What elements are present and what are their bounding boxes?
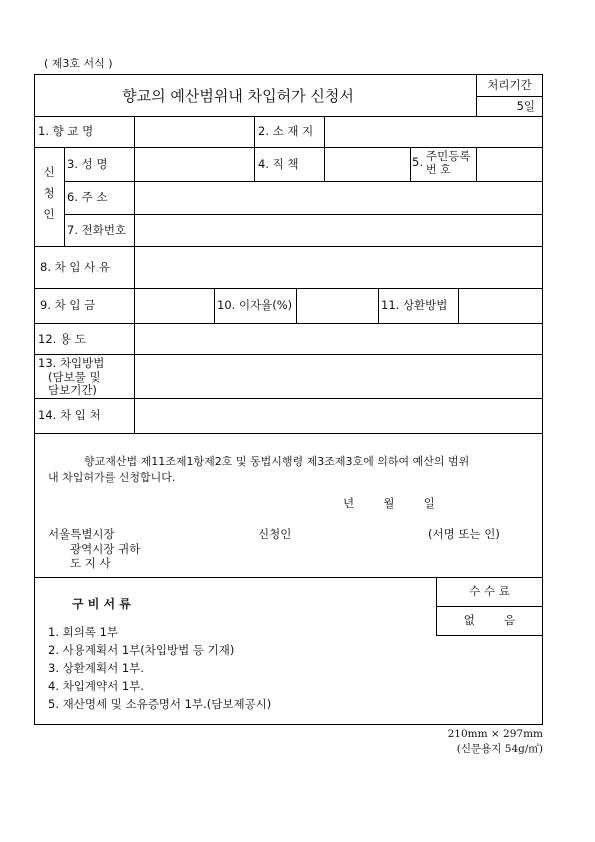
label-phone: 7. 전화번호 — [67, 223, 127, 237]
date-line: 년 월 일 — [343, 496, 435, 510]
paper-type: (신문용지 54g/㎡) — [456, 743, 543, 755]
recipient-province: 도 지 사 — [70, 556, 111, 570]
signature-label: (서명 또는 인) — [428, 527, 500, 541]
phone-field[interactable] — [136, 216, 541, 244]
label-location: 2. 소 재 지 — [258, 124, 314, 138]
label-loan-method-1: 13. 차입방법 — [38, 356, 105, 370]
label-resident-number-1: 주민등록 — [426, 149, 471, 163]
label-purpose: 12. 용 도 — [38, 332, 86, 346]
label-reason: 8. 차 입 사 유 — [40, 260, 111, 274]
location-field[interactable] — [326, 118, 541, 145]
loan-method-field[interactable] — [136, 356, 541, 396]
label-loan-method-3: 담보기간) — [48, 383, 97, 397]
fee-value: 없 음 — [463, 613, 516, 627]
paper-size: 210mm × 297mm — [447, 728, 543, 740]
label-resident-number-index: 5. — [412, 155, 423, 169]
label-position: 4. 직 책 — [258, 157, 299, 171]
processing-period-value: 5일 — [516, 99, 535, 113]
label-address: 6. 주 소 — [67, 190, 108, 204]
label-resident-number-2: 번 호 — [426, 163, 451, 176]
reason-field[interactable] — [136, 248, 541, 286]
declaration-line-2: 내 차입허가를 신청합니다. — [48, 471, 176, 484]
recipient-metro: 광역시장 귀하 — [70, 542, 141, 556]
position-field[interactable] — [326, 149, 408, 179]
document-item: 5. 재산명세 및 소유증명서 1부.(담보제공시) — [48, 697, 272, 711]
label-loan-amount: 9. 차 입 금 — [40, 298, 96, 312]
name-field[interactable] — [136, 149, 252, 179]
address-field[interactable] — [136, 183, 541, 212]
label-interest-rate: 10. 이자율(%) — [217, 298, 293, 312]
recipient-seoul: 서울특별시장 — [48, 527, 115, 541]
label-name: 3. 성 명 — [67, 157, 108, 171]
hyanggyo-name-field[interactable] — [136, 118, 252, 145]
label-repayment: 11. 상환방법 — [381, 298, 448, 312]
applicant-label: 신청인 — [258, 527, 292, 541]
label-applicant: 신 청 인 — [43, 165, 55, 221]
label-hyanggyo-name: 1. 향 교 명 — [38, 124, 94, 138]
lender-field[interactable] — [136, 400, 541, 431]
processing-period-label: 처리기간 — [487, 78, 532, 92]
required-documents-heading: 구 비 서 류 — [72, 597, 131, 611]
repayment-field[interactable] — [460, 290, 541, 321]
document-item: 3. 상환계획서 1부. — [48, 661, 144, 675]
loan-amount-field[interactable] — [136, 290, 212, 321]
interest-rate-field[interactable] — [298, 290, 376, 321]
purpose-field[interactable] — [136, 325, 541, 352]
resident-number-field[interactable] — [478, 149, 541, 179]
document-item: 2. 사용계획서 1부(차입방법 등 기재) — [48, 643, 235, 657]
form-number: ( 제3호 서식 ) — [44, 57, 113, 70]
form-title: 향교의 예산범위내 차입허가 신청서 — [122, 87, 354, 105]
label-lender: 14. 차 입 처 — [38, 408, 101, 422]
fee-label: 수 수 료 — [469, 584, 510, 598]
declaration-line-1: 향교재산법 제11조제1항제2호 및 동법시행령 제3조제3호에 의하여 예산의 범위 — [84, 455, 470, 468]
label-loan-method-2: (담보물 및 — [48, 370, 101, 384]
document-item: 4. 차입계약서 1부. — [48, 679, 144, 693]
document-item: 1. 회의록 1부 — [48, 625, 119, 639]
